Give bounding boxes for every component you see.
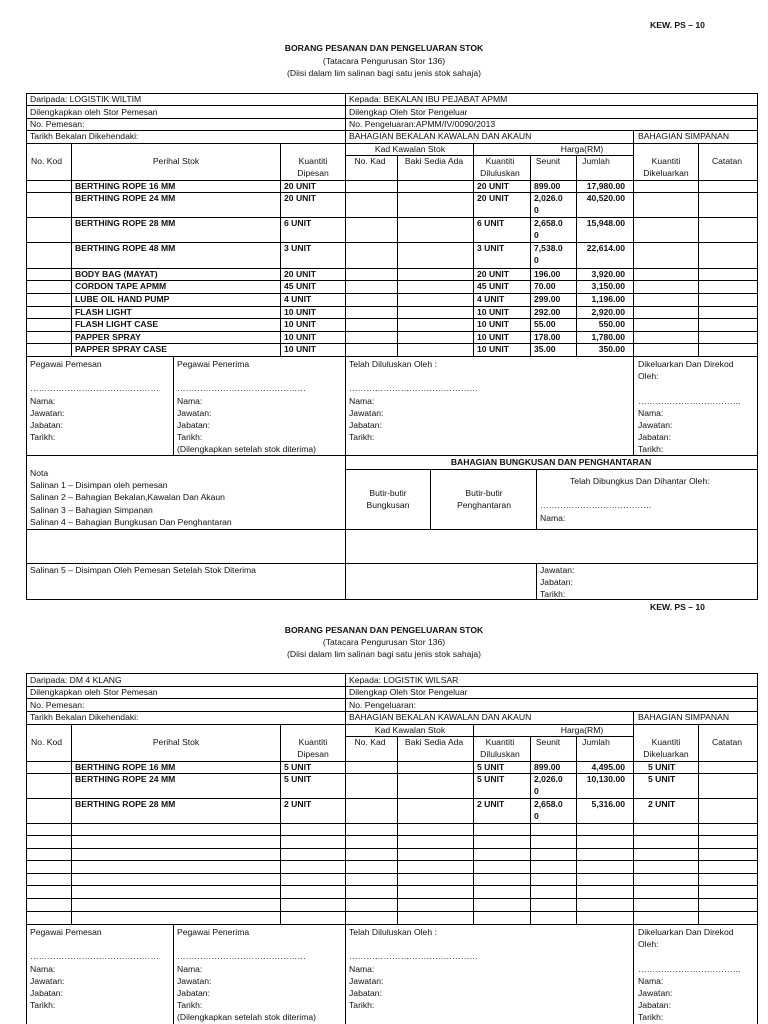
item-diluluskan: 10 UNIT: [477, 307, 509, 317]
item-dipesan: 4 UNIT: [284, 294, 312, 304]
item-seunit: 2,026.0: [534, 193, 563, 203]
item-diluluskan: 10 UNIT: [477, 332, 509, 342]
signature-line: ………………………………: [638, 395, 742, 406]
col-no-kod: No. Kod: [31, 737, 63, 747]
telah-dibungkus-label: Telah Dibungkus Dan Dihantar Oleh:: [570, 476, 710, 486]
col-jumlah: Jumlah: [582, 737, 610, 747]
item-dipesan: 3 UNIT: [284, 243, 312, 253]
bahagian-bekalan-heading: BAHAGIAN BEKALAN KAWALAN DAN AKAUN: [349, 712, 532, 722]
item-dipesan: 45 UNIT: [284, 281, 316, 291]
form-subtitle: (Tatacara Pengurusan Stor 136): [322, 56, 446, 66]
kad-kawalan-heading: Kad Kawalan Stok: [374, 144, 446, 154]
col-jumlah: Jumlah: [582, 156, 610, 166]
pegawai-penerima-label: Pegawai Penerima: [177, 359, 250, 369]
signature-line: ………………………………: [638, 963, 742, 974]
bungkusan-heading: BAHAGIAN BUNGKUSAN DAN PENGHANTARAN: [450, 457, 652, 467]
butir-penghantaran-label: Butir-butir: [465, 488, 503, 498]
tarikh-bekalan-label: Tarikh Bekalan Dikehendaki:: [30, 131, 139, 141]
item-jumlah: 5,316.00: [591, 799, 625, 809]
form-code: KEW. PS – 10: [650, 602, 705, 612]
harga-heading: Harga(RM): [560, 725, 604, 735]
item-dipesan: 10 UNIT: [284, 319, 316, 329]
no-pemesan-field: No. Pemesan:: [30, 119, 85, 129]
form-instruction: (Diisi dalam lim salinan bagi satu jenis stok sahaja): [287, 649, 481, 659]
signature-line: ………………………………………: [30, 383, 159, 394]
item-jumlah: 3,150.00: [591, 281, 625, 291]
col-baki-sedia-ada: Baki Sedia Ada: [404, 156, 464, 166]
col-kuantiti-dipesan: Kuantiti: [298, 737, 328, 747]
bahagian-bekalan-heading: BAHAGIAN BEKALAN KAWALAN DAN AKAUN: [349, 131, 532, 141]
item-perihal: BERTHING ROPE 48 MM: [75, 243, 176, 253]
item-perihal: BERTHING ROPE 16 MM: [75, 762, 176, 772]
item-seunit: 2,658.0: [534, 799, 563, 809]
no-pengeluaran-field: No. Pengeluaran:APMM/IV/0090/2013: [349, 119, 496, 129]
telah-diluluskan-label: Telah Diluluskan Oleh :: [349, 927, 437, 937]
item-perihal: BERTHING ROPE 24 MM: [75, 193, 176, 203]
col-no-kad: No. Kad: [354, 737, 386, 747]
nota-heading: Nota: [30, 468, 49, 478]
item-jumlah: 350.00: [598, 344, 625, 354]
form-code: KEW. PS – 10: [650, 20, 705, 30]
item-jumlah: 550.00: [598, 319, 625, 329]
item-dipesan: 5 UNIT: [284, 774, 312, 784]
item-seunit: 196.00: [534, 269, 561, 279]
pegawai-pemesan-label: Pegawai Pemesan: [30, 359, 102, 369]
dilengkapkan-note: (Dilengkapkan setelah stok diterima): [177, 1012, 316, 1023]
col-catatan: Catatan: [711, 156, 743, 166]
item-jumlah: 40,520.00: [586, 193, 625, 203]
item-jumlah: 1,196.00: [591, 294, 625, 304]
dikeluarkan-direkod-label: Dikeluarkan Dan Direkod: [638, 359, 734, 369]
col-no-kad: No. Kad: [354, 156, 386, 166]
document-page: KEW. PS – 10 BORANG PESANAN DAN PENGELUARAN STOK (Tatacara Pengurusan Stor 136) (Diisi dalam lim salinan bagi satu jenis stok sahaja) Daripada: LOGISTIK WILTIM Kepada: BEKALAN IBU PEJABAT APMM Dilengkapkan oleh Stor Pemesan Dilengkap Oleh Stor Pengeluar No. Pemesan: No. Pengeluaran:APMM/IV/0090/2013 Tarikh Bekalan Dikehendaki: BAHAGIAN BEKALAN KAWALAN DAN AKAUN BAHAGIAN SIMPANAN No. Kod Perihal Stok Kuantiti Dipesan Kad Kawalan Stok No. Kad Baki Sedia Ada Kuantiti Diluluskan Harga(RM) Seunit Jumlah Kuantiti Dikeluarkan Catatan BERTHING ROPE 16 MM 20 UNIT 20 UNIT 899.00 17,980.00 BERTHING ROPE 24 MM 20 UNIT 20 UNIT 2,026.0 0 40,520.00 BERTHING ROPE 28 MM 6 UNIT 6 UNIT 2,658.0 0 15,948.00 BERTHING ROPE 48 MM 3 UNIT 3 UNIT 7,538.0 0 22,614.00 BODY BAG (MAYAT) 20 UNIT 20 UNIT 196.00 3,920.00 CORDON TAPE APMM 45 UNIT 45 UNIT 70.00 3,150.00 LUBE OIL HAND PUMP 4 UNIT 4 UNIT 299.00 1,196.00 FLASH LIGHT 10 UNIT 10 UNIT 292.00 2,920.00 FLASH LIGHT CASE 10 UNIT 10 UNIT 55.00 550.00 PAPPER SPRAY 10 UNIT 10 UNIT 178.00 1,780.00 PAPPER SPRAY CASE 10 UNIT 10 UNIT 35.00 350.00 Pegawai Pemesan ……………………………………… Nama: Jawatan: Jabatan: Tarikh: Pegawai Penerima ……………………………………… Nama: Jawatan: Jabatan: Tarikh: (Dilengkapkan setelah stok diterima) Telah Diluluskan Oleh : ……………………………………… Nama: Jawatan: Jabatan: Tarikh: Dikeluarkan Dan Direkod Oleh: ……………………………… Nama: Jawatan: Jabatan: Tarikh: BAHAGIAN BUNGKUSAN DAN PENGHANTARAN Nota Salinan 1 – Disimpan oleh pemesan Salinan 2 – Bahagian Bekalan,Kawalan Dan Akaun Salinan 3 – Bahagian Simpanan Salinan 4 – Bahagian Bungkusan Dan Penghantaran Butir-butir Bungkusan Butir-butir Penghantaran Telah Dibungkus Dan Dihantar Oleh: ………………………………… Nama: Salinan 5 – Disimpan Oleh Pemesan Setelah Stok Diterima Jawatan: Jabatan: Tarikh: KEW. PS – 10 BORANG PESANAN DAN PENGELUARAN STOK (Tatacara Pengurusan Stor 136) (Diisi dalam lim salinan bagi satu jenis stok sahaja) Daripada: DM 4 KLANG Kepada: LOGISTIK WILSAR Dilengkapkan oleh Stor Pemesan Dilengkap Oleh Stor Pengeluar No. Pemesan: No. Pengeluaran: Tarikh Bekalan Dikehendaki: BAHAGIAN BEKALAN KAWALAN DAN AKAUN BAHAGIAN SIMPANAN No. Kod Perihal Stok Kuantiti Dipesan Kad Kawalan Stok No. Kad Baki Sedia Ada Kuantiti Diluluskan Harga(RM) Seunit Jumlah Kuantiti Dikeluarkan Catatan BERTHING ROPE 16 MM 5 UNIT 5 UNIT 899.00 4,495.00 5 UNIT BERTHING ROPE 24 MM 5 UNIT 5 UNIT 2,026.0 0 10,130.00 5 UNIT BERTHING ROPE 28 MM 2 UNIT 2 UNIT 2,658.0 0 5,316.00 2 UNIT Pegawai Pemesan ……………………………………… Nama: Jawatan: Jabatan: Tarikh: Pegawai Penerima ……………………………………… Nama: Jawatan: Jabatan: Tarikh: (Dilengkapkan setelah stok diterima) Telah Diluluskan Oleh : ……………………………………… Nama: Jawatan: Jabatan: Tarikh: Dikeluarkan Dan Direkod Oleh: ……………………………… Nama: Jawatan: Jabatan: Tarikh:: [0, 0, 768, 1024]
col-baki-sedia-ada: Baki Sedia Ada: [404, 737, 464, 747]
item-seunit-wrap: 0: [534, 786, 539, 796]
kepada-field: Kepada: LOGISTIK WILSAR: [349, 675, 459, 685]
item-diluluskan: 20 UNIT: [477, 193, 509, 203]
daripada-field: Daripada: DM 4 KLANG: [30, 675, 122, 685]
item-diluluskan: 45 UNIT: [477, 281, 509, 291]
col-seunit: Seunit: [535, 156, 561, 166]
item-jumlah: 15,948.00: [586, 218, 625, 228]
no-pemesan-field: No. Pemesan:: [30, 700, 85, 710]
telah-diluluskan-label: Telah Diluluskan Oleh :: [349, 359, 437, 369]
signature-line: ………………………………………: [177, 951, 306, 962]
item-perihal: BERTHING ROPE 28 MM: [75, 218, 176, 228]
col-perihal-stok: Perihal Stok: [152, 156, 200, 166]
item-jumlah: 10,130.00: [586, 774, 625, 784]
item-seunit: 299.00: [534, 294, 561, 304]
bahagian-simpanan-heading: BAHAGIAN SIMPANAN: [638, 131, 730, 141]
item-jumlah: 22,614.00: [586, 243, 625, 253]
daripada-field: Daripada: LOGISTIK WILTIM: [30, 94, 142, 104]
item-seunit-wrap: 0: [534, 811, 539, 821]
item-dipesan: 20 UNIT: [284, 193, 316, 203]
item-dipesan: 5 UNIT: [284, 762, 312, 772]
nota-salinan-5: Salinan 5 – Disimpan Oleh Pemesan Setelah Stok Diterima: [30, 565, 256, 575]
item-dikeluarkan: 2 UNIT: [648, 799, 676, 809]
item-seunit: 178.00: [534, 332, 561, 342]
signature-line: ………………………………………: [349, 383, 478, 394]
item-diluluskan: 5 UNIT: [477, 762, 505, 772]
item-seunit: 70.00: [534, 281, 556, 291]
item-jumlah: 17,980.00: [586, 181, 625, 191]
nota-salinan-2: Salinan 2 – Bahagian Bekalan,Kawalan Dan Akaun: [30, 492, 225, 503]
item-seunit: 899.00: [534, 181, 561, 191]
col-kuantiti-diluluskan: Kuantiti: [485, 156, 515, 166]
item-seunit-wrap: 0: [534, 255, 539, 265]
dilengkap-pemesan-label: Dilengkapkan oleh Stor Pemesan: [30, 107, 158, 117]
butir-bungkusan-label: Butir-butir: [369, 488, 407, 498]
item-seunit: 7,538.0: [534, 243, 563, 253]
item-dikeluarkan: 5 UNIT: [648, 762, 676, 772]
item-perihal: PAPPER SPRAY: [75, 332, 141, 342]
signature-line: ………………………………………: [177, 383, 306, 394]
kepada-field: Kepada: BEKALAN IBU PEJABAT APMM: [349, 94, 508, 104]
signature-line: ………………………………………: [30, 951, 159, 962]
form-instruction: (Diisi dalam lim salinan bagi satu jenis stok sahaja): [287, 68, 481, 78]
item-diluluskan: 10 UNIT: [477, 319, 509, 329]
col-catatan: Catatan: [711, 737, 743, 747]
item-perihal: BERTHING ROPE 28 MM: [75, 799, 176, 809]
bahagian-simpanan-heading: BAHAGIAN SIMPANAN: [638, 712, 730, 722]
item-diluluskan: 6 UNIT: [477, 218, 505, 228]
item-dipesan: 20 UNIT: [284, 181, 316, 191]
item-diluluskan: 5 UNIT: [477, 774, 505, 784]
col-kuantiti-diluluskan: Kuantiti: [485, 737, 515, 747]
dilengkapkan-note: (Dilengkapkan setelah stok diterima): [177, 444, 316, 455]
item-jumlah: 3,920.00: [591, 269, 625, 279]
tarikh-bekalan-label: Tarikh Bekalan Dikehendaki:: [30, 712, 139, 722]
col-kuantiti-dikeluarkan: Kuantiti: [651, 156, 681, 166]
signature-line: ………………………………………: [349, 951, 478, 962]
dilengkap-pengeluar-label: Dilengkap Oleh Stor Pengeluar: [349, 687, 468, 697]
harga-heading: Harga(RM): [560, 144, 604, 154]
item-dikeluarkan: 5 UNIT: [648, 774, 676, 784]
col-kuantiti-dipesan: Kuantiti: [298, 156, 328, 166]
item-jumlah: 4,495.00: [591, 762, 625, 772]
col-no-kod: No. Kod: [31, 156, 63, 166]
form-title: BORANG PESANAN DAN PENGELUARAN STOK: [284, 43, 484, 53]
signature-line: …………………………………: [540, 500, 652, 510]
item-perihal: BODY BAG (MAYAT): [75, 269, 158, 279]
item-diluluskan: 20 UNIT: [477, 269, 509, 279]
item-perihal: PAPPER SPRAY CASE: [75, 344, 168, 354]
item-seunit: 899.00: [534, 762, 561, 772]
dilengkap-pemesan-label: Dilengkapkan oleh Stor Pemesan: [30, 687, 158, 697]
item-perihal: BERTHING ROPE 16 MM: [75, 181, 176, 191]
form-subtitle: (Tatacara Pengurusan Stor 136): [322, 637, 446, 647]
item-perihal: BERTHING ROPE 24 MM: [75, 774, 176, 784]
col-seunit: Seunit: [535, 737, 561, 747]
item-dipesan: 6 UNIT: [284, 218, 312, 228]
item-dipesan: 10 UNIT: [284, 332, 316, 342]
item-seunit-wrap: 0: [534, 230, 539, 240]
item-seunit: 35.00: [534, 344, 556, 354]
pegawai-pemesan-label: Pegawai Pemesan: [30, 927, 102, 937]
nota-salinan-3: Salinan 3 – Bahagian Simpanan: [30, 504, 153, 515]
col-perihal-stok: Perihal Stok: [152, 737, 200, 747]
item-seunit-wrap: 0: [534, 205, 539, 215]
item-seunit: 292.00: [534, 307, 561, 317]
item-diluluskan: 4 UNIT: [477, 294, 505, 304]
item-dipesan: 10 UNIT: [284, 344, 316, 354]
item-diluluskan: 20 UNIT: [477, 181, 509, 191]
item-dipesan: 20 UNIT: [284, 269, 316, 279]
item-dipesan: 2 UNIT: [284, 799, 312, 809]
item-perihal: CORDON TAPE APMM: [75, 281, 167, 291]
col-kuantiti-dikeluarkan: Kuantiti: [651, 737, 681, 747]
item-dipesan: 10 UNIT: [284, 307, 316, 317]
item-jumlah: 1,780.00: [591, 332, 625, 342]
item-diluluskan: 10 UNIT: [477, 344, 509, 354]
nota-salinan-4: Salinan 4 – Bahagian Bungkusan Dan Penghantaran: [30, 516, 232, 527]
item-perihal: LUBE OIL HAND PUMP: [75, 294, 170, 304]
item-diluluskan: 2 UNIT: [477, 799, 505, 809]
item-perihal: FLASH LIGHT: [75, 307, 132, 317]
item-seunit: 2,658.0: [534, 218, 563, 228]
dilengkap-pengeluar-label: Dilengkap Oleh Stor Pengeluar: [349, 107, 468, 117]
nota-salinan-1: Salinan 1 – Disimpan oleh pemesan: [30, 480, 168, 491]
pegawai-penerima-label: Pegawai Penerima: [177, 927, 250, 937]
item-seunit: 55.00: [534, 319, 556, 329]
kad-kawalan-heading: Kad Kawalan Stok: [374, 725, 446, 735]
item-seunit: 2,026.0: [534, 774, 563, 784]
item-perihal: FLASH LIGHT CASE: [75, 319, 159, 329]
item-diluluskan: 3 UNIT: [477, 243, 505, 253]
dikeluarkan-direkod-label: Dikeluarkan Dan Direkod: [638, 927, 734, 937]
no-pengeluaran-field: No. Pengeluaran:: [349, 700, 416, 710]
form-title: BORANG PESANAN DAN PENGELUARAN STOK: [284, 625, 484, 635]
item-jumlah: 2,920.00: [591, 307, 625, 317]
